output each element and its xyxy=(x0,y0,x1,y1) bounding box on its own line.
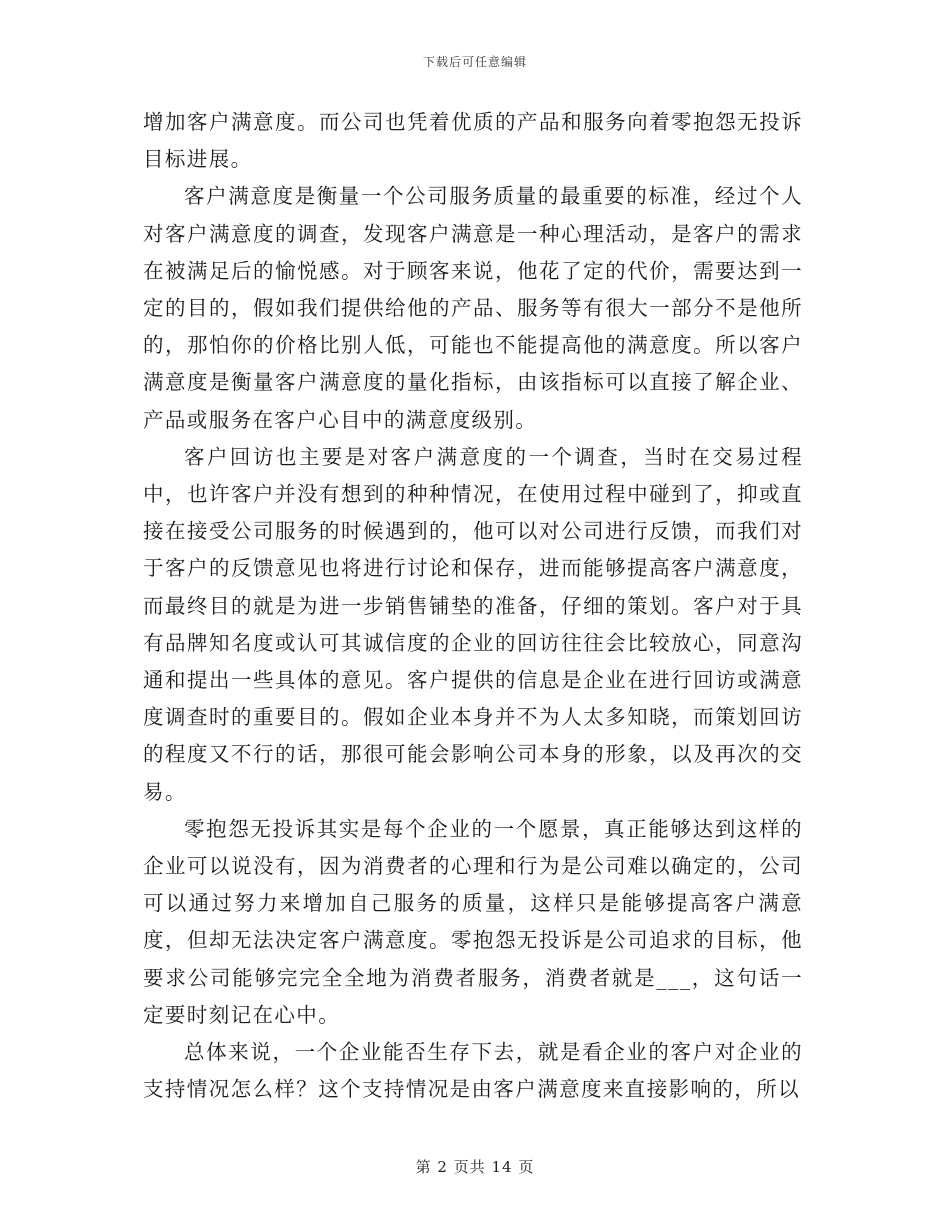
page-header: 下载后可任意编辑 xyxy=(422,55,527,69)
page-footer: 第 2 页共 14 页 xyxy=(415,1158,535,1176)
paragraph: 零抱怨无投诉其实是每个企业的一个愿景，真正能够达到这样的企业可以说没有，因为消费者的心理和行为是公司难以确定的，公司可以通过努力来增加自己服务的质量，这样只是能够提高客户满意度，但却无法决定客户满意度。零抱怨无投诉是公司追求的目标，他要求公司能够完完全全地为消费者服务，消费者就是___，这句话一定要时刻记在心中。 xyxy=(143,816,803,1027)
paragraph: 增加客户满意度。而公司也凭着优质的产品和服务向着零抱怨无投诉目标进展。 xyxy=(143,110,803,172)
paragraph: 客户满意度是衡量一个公司服务质量的最重要的标准，经过个人对客户满意度的调查，发现客户满意是一种心理活动，是客户的需求在被满足后的愉悦感。对于顾客来说，他花了定的代价，需要达到一定的目的，假如我们提供给他的产品、服务等有很大一部分不是他所的，那怕你的价格比别人低，可能也不能提高他的满意度。所以客户满意度是衡量客户满意度的量化指标，由该指标可以直接了解企业、产品或服务在客户心目中的满意度级别。 xyxy=(143,184,803,432)
document-body xyxy=(143,104,803,1108)
paragraph: 总体来说，一个企业能否生存下去，就是看企业的客户对企业的支持情况怎么样？这个支持情况是由客户满意度来直接影响的，所以 xyxy=(143,1040,803,1102)
paragraph: 客户回访也主要是对客户满意度的一个调查，当时在交易过程中，也许客户并没有想到的种种情况，在使用过程中碰到了，抑或直接在接受公司服务的时候遇到的，他可以对公司进行反馈，而我们对于客户的反馈意见也将进行讨论和保存，进而能够提高客户满意度，而最终目的就是为进一步销售铺垫的准备，仔细的策划。客户对于具有品牌知名度或认可其诚信度的企业的回访往往会比较放心，同意沟通和提出一些具体的意见。客户提供的信息是企业在进行回访或满意度调查时的重要目的。假如企业本身并不为人太多知晓，而策划回访的程度又不行的话，那很可能会影响公司本身的形象，以及再次的交易。 xyxy=(143,444,803,804)
